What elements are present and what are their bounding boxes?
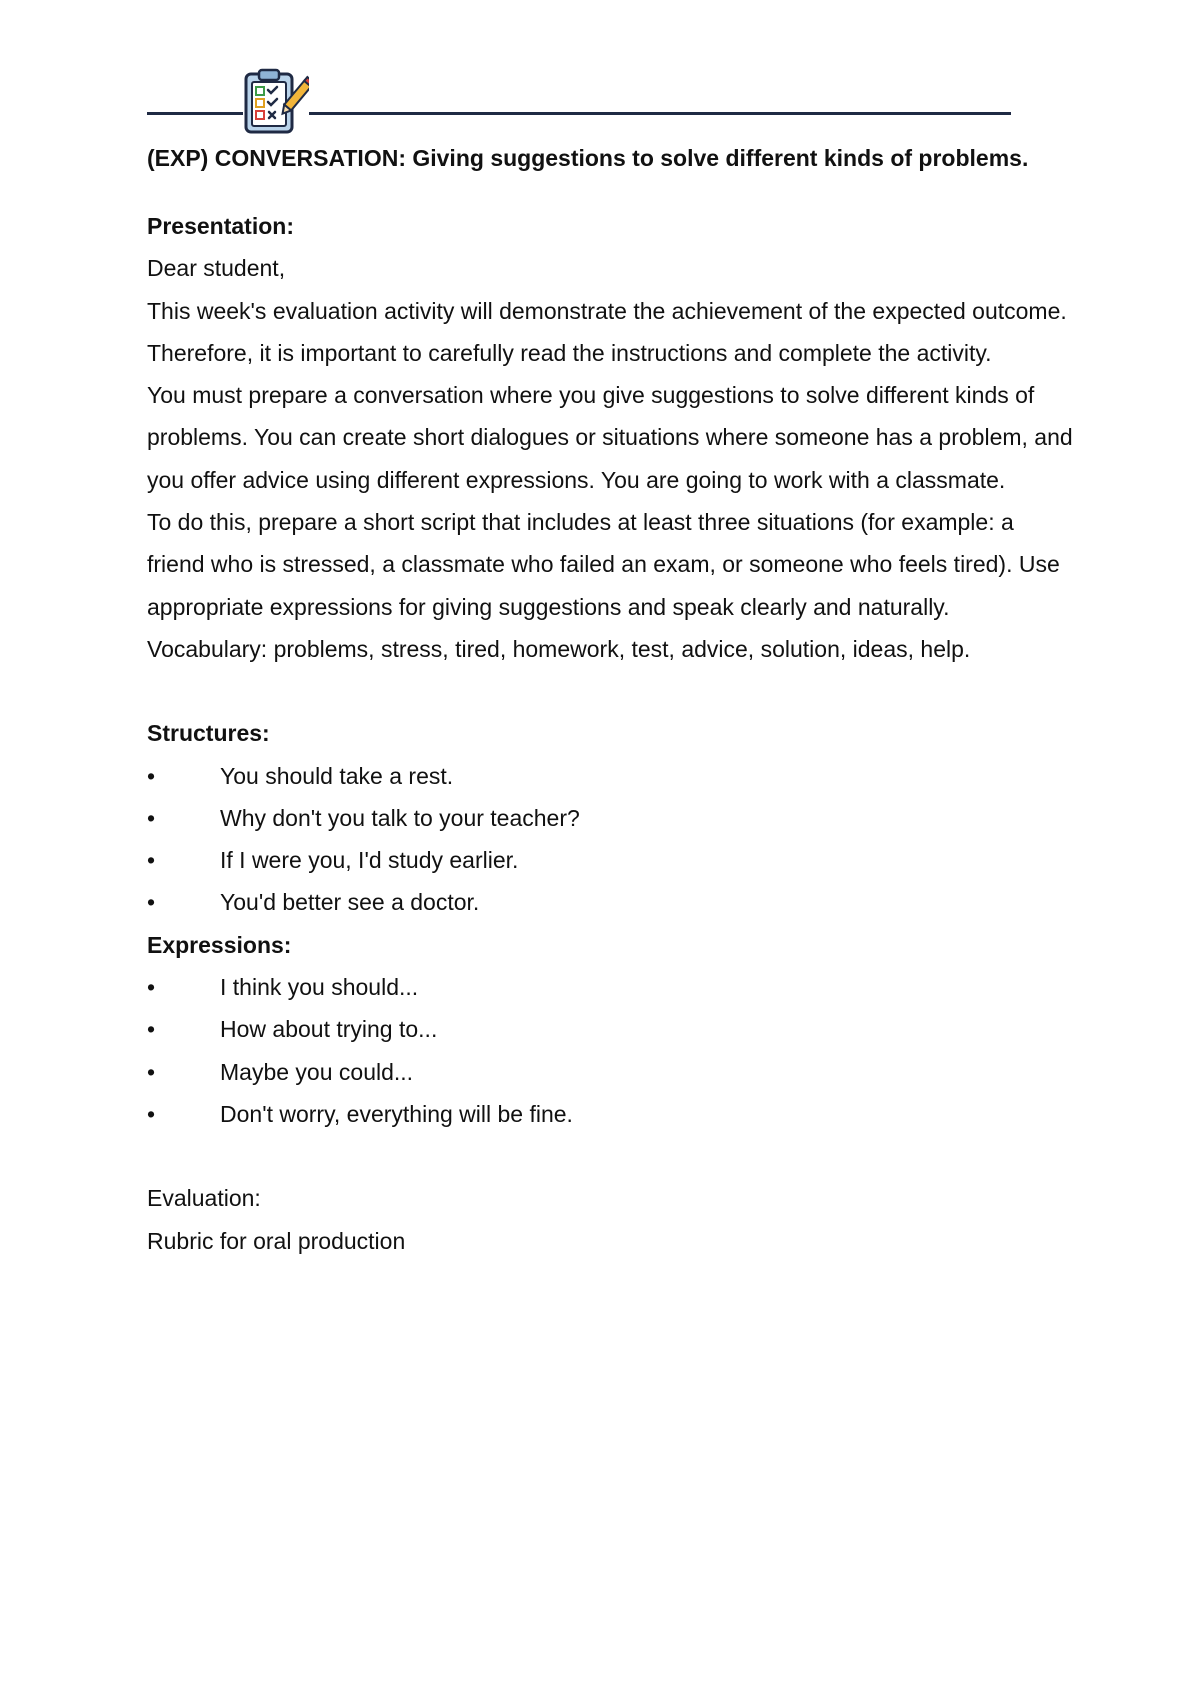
bullet-icon: • — [147, 847, 156, 874]
list-item: • You'd better see a doctor. — [147, 881, 1077, 923]
list-item: • You should take a rest. — [147, 755, 1077, 797]
header-divider-right — [309, 112, 1011, 115]
document-header — [147, 68, 1011, 134]
paragraph-evaluation-intro: This week's evaluation activity will demonstrate the achievement of the expected outcome. Therefore, it is important to carefully read the instructions and complete the activity. — [147, 297, 1067, 366]
bullet-icon: • — [147, 1016, 156, 1043]
bullet-icon: • — [147, 889, 156, 916]
list-item: • Why don't you talk to your teacher? — [147, 797, 1077, 839]
header-divider-left — [147, 112, 243, 115]
document-title: (EXP) CONVERSATION: Giving suggestions to solve different kinds of problems. — [147, 145, 1029, 171]
bullet-icon: • — [147, 1100, 156, 1127]
document-body — [147, 142, 1077, 1262]
paragraph-script-instructions: To do this, prepare a short script that includes at least three situations (for example: a friend who is stressed, a classmate who failed an exam, or someone who feels tired). Use appropriate expressions for giving suggestions and speak clearly and naturally. — [147, 509, 1060, 620]
list-item: • I think you should... — [147, 966, 1077, 1008]
list-item: • Don't worry, everything will be fine. — [147, 1093, 1077, 1135]
clipboard-checklist-icon — [243, 68, 309, 134]
expressions-list — [147, 966, 1077, 1135]
expressions-label: Expressions: — [147, 931, 292, 958]
structures-list — [147, 755, 1077, 924]
evaluation-text: Rubric for oral production — [147, 1227, 406, 1254]
evaluation-label: Evaluation: — [147, 1185, 261, 1212]
bullet-icon: • — [147, 974, 156, 1001]
paragraph-conversation-task: You must prepare a conversation where you give suggestions to solve different kinds of problems. You can create short dialogues or situations where someone has a problem, and you offer advice using different expressions. You are going to work with a classmate. — [147, 382, 1073, 493]
bullet-icon: • — [147, 1058, 156, 1085]
list-item: • Maybe you could... — [147, 1051, 1077, 1093]
paragraph-vocabulary: Vocabulary: problems, stress, tired, homework, test, advice, solution, ideas, help. — [147, 635, 971, 662]
list-item: • If I were you, I'd study earlier. — [147, 839, 1077, 881]
list-item: • How about trying to... — [147, 1008, 1077, 1050]
bullet-icon: • — [147, 762, 156, 789]
structures-label: Structures: — [147, 720, 270, 747]
presentation-label: Presentation: — [147, 213, 294, 239]
greeting: Dear student, — [147, 255, 286, 282]
bullet-icon: • — [147, 804, 156, 831]
